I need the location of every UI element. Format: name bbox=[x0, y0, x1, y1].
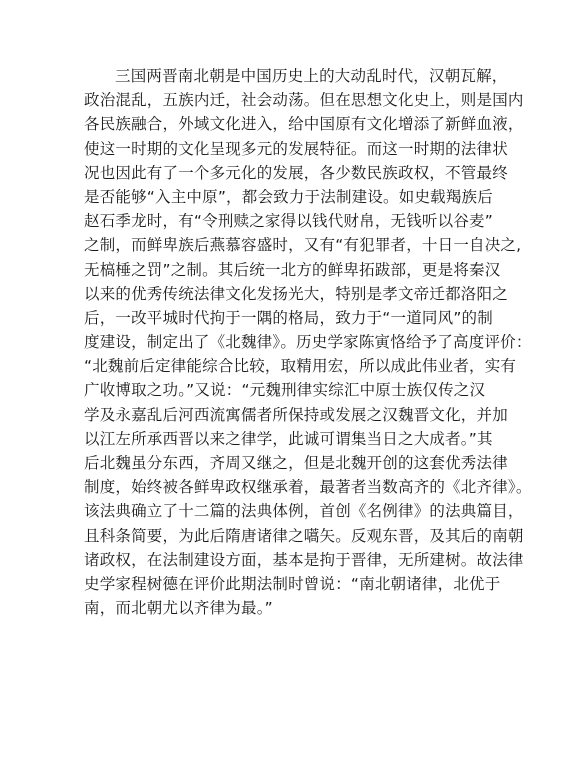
paragraph-line: 后，一改平城时代拘于一隅的格局，致力于“一道同风”的制 bbox=[84, 308, 493, 327]
paragraph-line: 无槁棰之罚”之制。其后统一北方的鲜卑拓跋部，更是将秦汉 bbox=[84, 260, 501, 279]
paragraph-line: 后北魏虽分东西，齐周又继之，但是北魏开创的这套优秀法律 bbox=[84, 454, 508, 472]
paragraph-line: 且科条简要，为此后隋唐诸律之嚆矢。反观东晋，及其后的南朝 bbox=[84, 526, 524, 545]
paragraph-line: 是否能够“入主中原”，都会致力于法制建设。如史载羯族后 bbox=[84, 187, 493, 206]
paragraph-line: 之制，而鲜卑族后燕慕容盛时，又有“有犯罪者，十日一自决之, bbox=[84, 236, 522, 255]
paragraph-line: 三国两晋南北朝是中国历史上的大动乱时代，汉朝瓦解， bbox=[115, 67, 508, 85]
paragraph-line: “北魏前后定律能综合比较，取精用宏，所以成此伟业者，实有 bbox=[84, 357, 517, 376]
paragraph-line: 以江左所承西晋以来之律学，此诚可谓集当日之大成者。”其 bbox=[84, 429, 493, 448]
paragraph-line: 该法典确立了十二篇的法典体例，首创《名例律》的法典篇目， bbox=[84, 502, 524, 521]
paragraph-line: 诸政权，在法制建设方面，基本是拘于晋律，无所建树。故法律 bbox=[84, 550, 524, 569]
paragraph-line: 赵石季龙时，有“令刑赎之家得以钱代财帛，无钱听以谷麦” bbox=[84, 212, 493, 231]
paragraph-line: 各民族融合，外域文化进入，给中国原有文化增添了新鲜血液， bbox=[84, 115, 524, 134]
paragraph-line: 广收博取之功。”又说：“元魏刑律实综汇中原士族仅传之汉 bbox=[84, 381, 486, 400]
paragraph-line: 学及永嘉乱后河西流寓儒者所保持或发展之汉魏晋文化，并加 bbox=[84, 405, 508, 424]
paragraph-line: 制度，始终被各鲜卑政权继承着，最著者当数高齐的《北齐律》。 bbox=[84, 478, 532, 497]
paragraph-line: 使这一时期的文化呈现多元的发展特征。而这一时期的法律状 bbox=[84, 139, 508, 158]
paragraph-line: 史学家程树德在评价此期法制时曾说：“南北朝诸律，北优于 bbox=[84, 574, 501, 593]
paragraph-line: 以来的优秀传统法律文化发扬光大，特别是孝文帝迁都洛阳之 bbox=[84, 284, 508, 303]
paragraph-line: 政治混乱，五族内迁，社会动荡。但在思想文化史上，则是国内 bbox=[84, 91, 524, 110]
paragraph-line: 度建设，制定出了《北魏律》。历史学家陈寅恪给予了高度评价： bbox=[84, 333, 532, 352]
paragraph-line: 南，而北朝尤以齐律为最。” bbox=[84, 599, 273, 618]
body-paragraph bbox=[84, 64, 532, 620]
paragraph-line: 况也因此有了一个多元化的发展，各少数民族政权，不管最终 bbox=[84, 163, 508, 182]
